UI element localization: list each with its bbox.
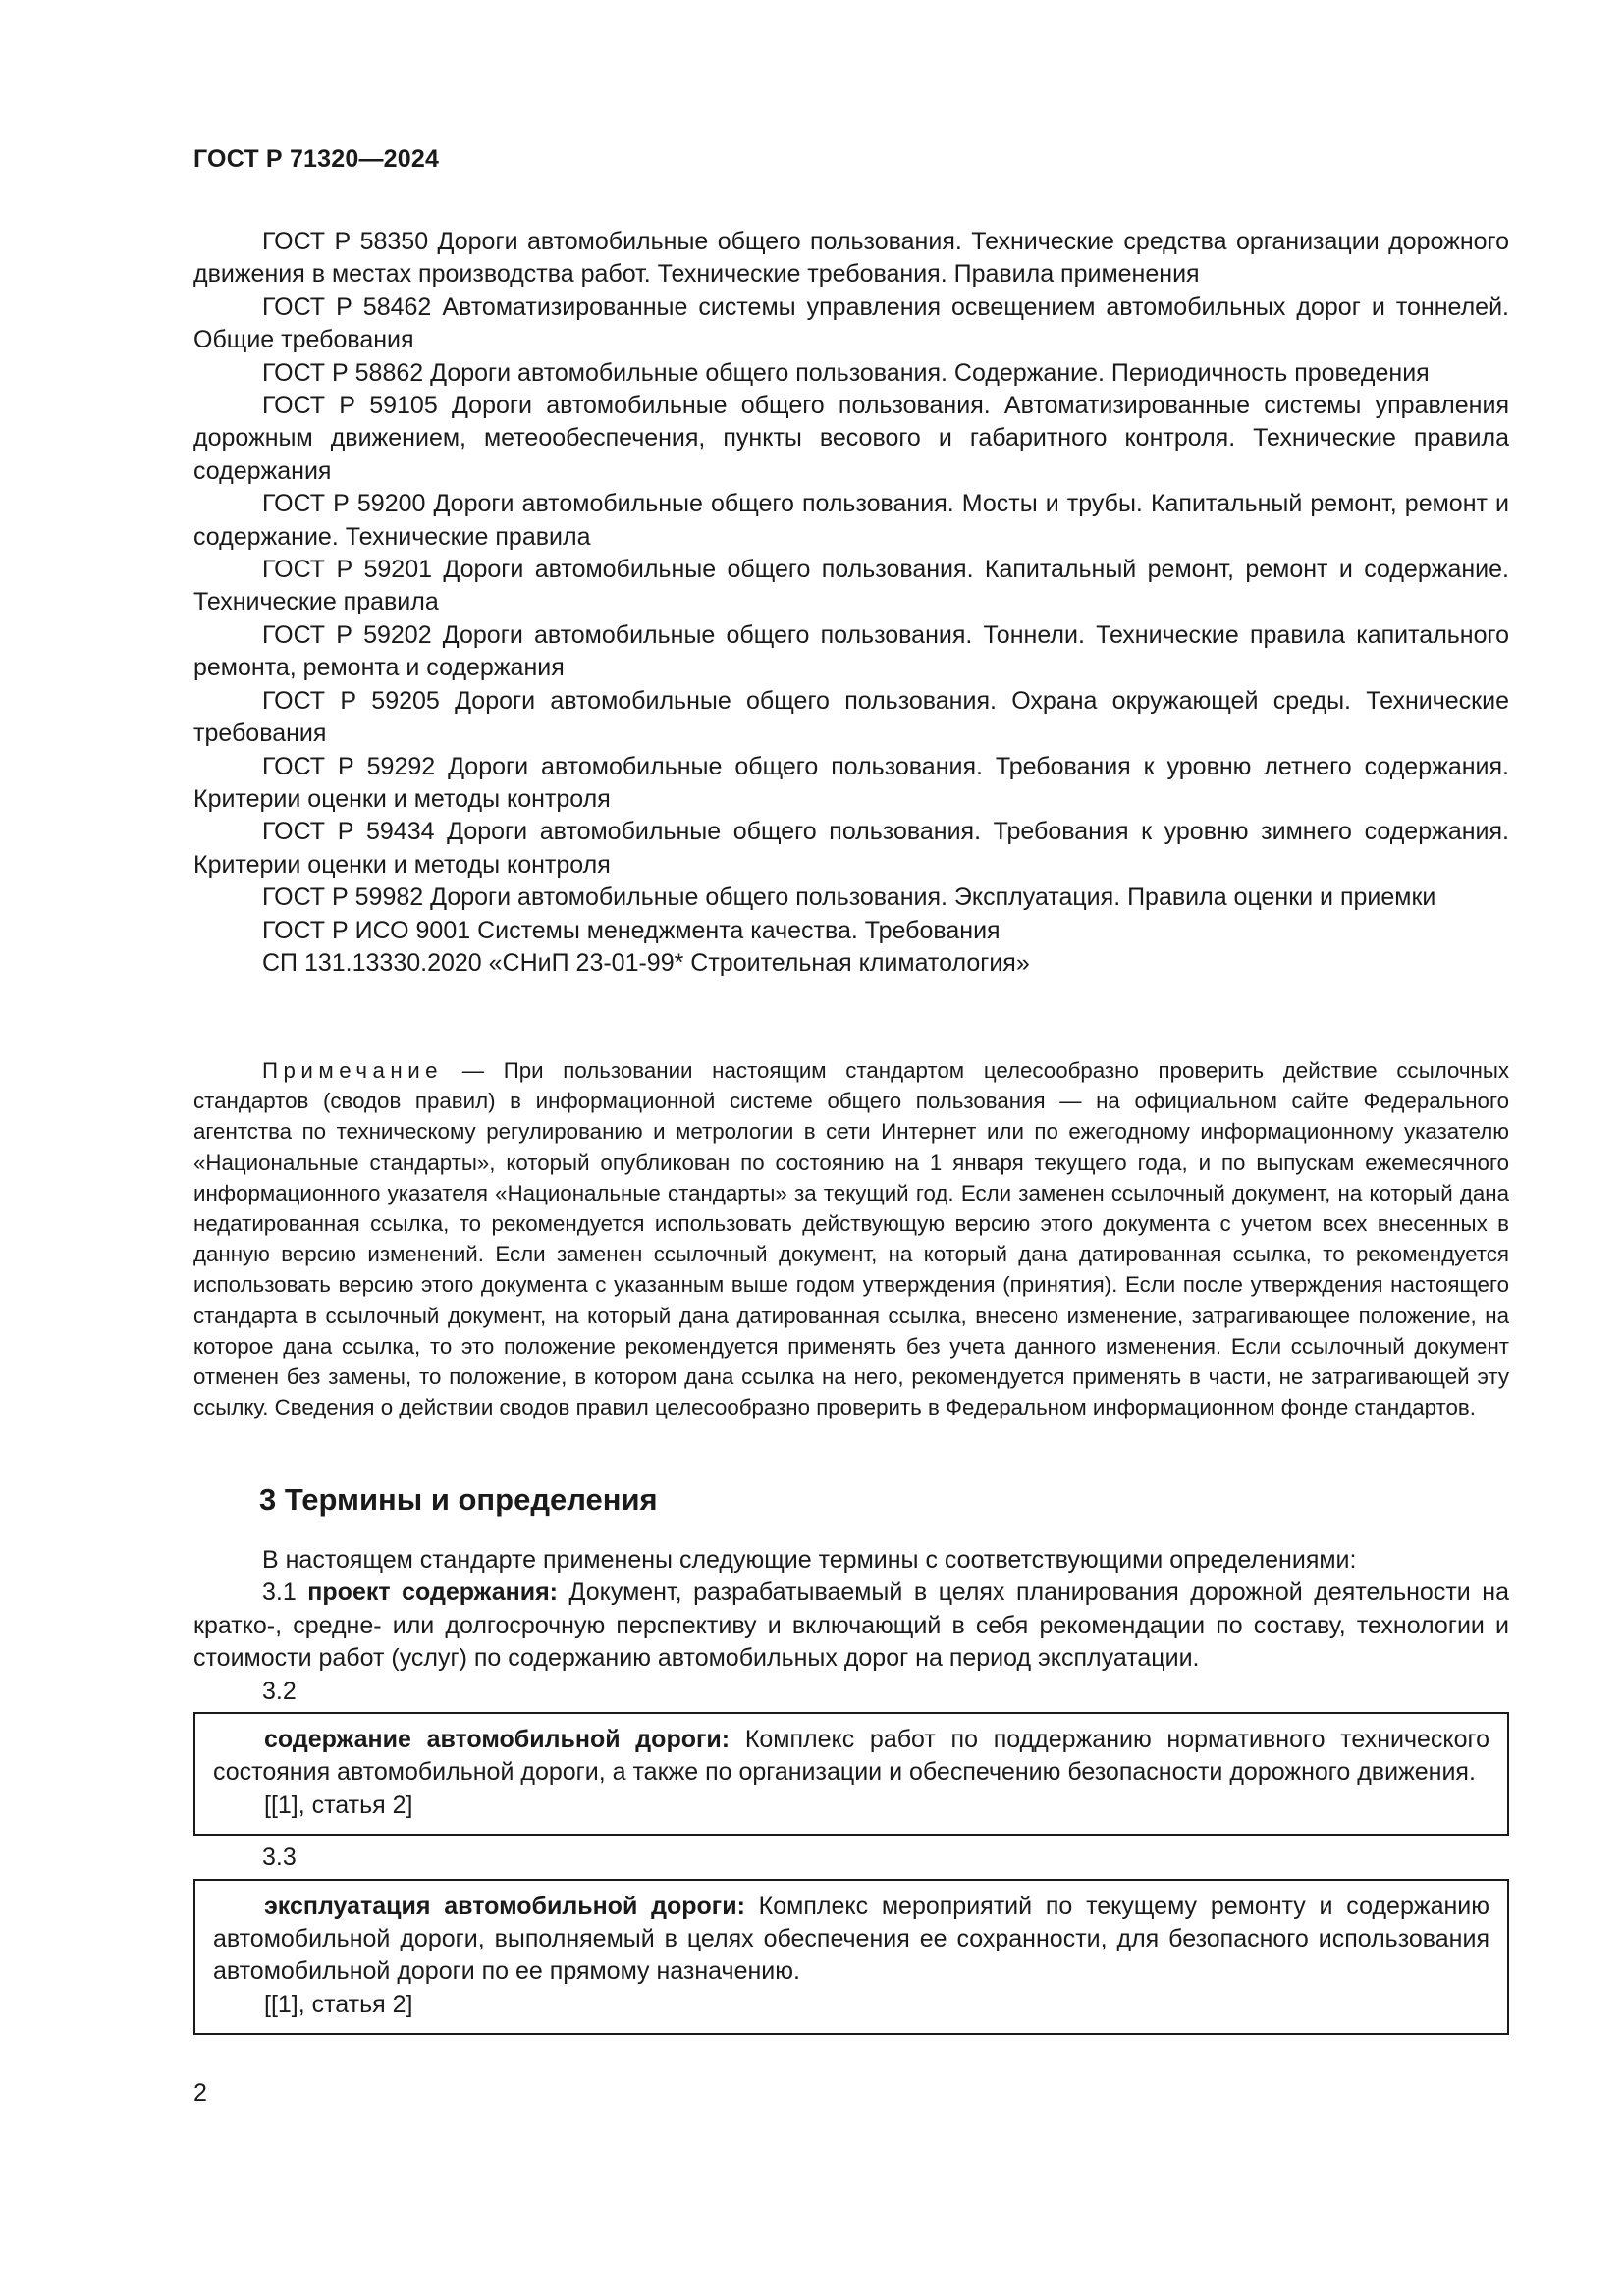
term-name: проект содержания: [307, 1578, 558, 1607]
term-name: содержание автомобильной дороги: [264, 1726, 731, 1754]
page-number: 2 [193, 2079, 207, 2107]
note-label: Примечание [262, 1058, 444, 1083]
term-number: 3.2 [262, 1677, 297, 1705]
term-definition: Документ, разрабатываемый в целях планирования дорожной деятельности на кратко-, средне- или долгосрочную перспективу и включающий в себя рекомендации по составу, технологии и стоимости работ (услуг) по содержанию автомобильных дорог на период эксплуатации. [193, 1578, 1509, 1673]
reference-item: ГОСТ Р 59200 Дороги автомобильные общего пользования. Мосты и трубы. Капитальный ремонт, ремонт и содержание. Технические правила [193, 490, 1509, 551]
reference-item: ГОСТ Р ИСО 9001 Системы менеджмента качества. Требования [262, 916, 1001, 944]
term-definition: Комплекс мероприятий по текущему ремонту и содержанию автомобильной дороги, выполняемый в целях обеспечения ее сохранности, для безопасного использования автомобильной дороги по ее прямому назначению. [213, 1892, 1489, 1986]
reference-item: СП 131.13330.2020 «СНиП 23-01-99* Строительная климатология» [262, 948, 1030, 977]
term-box-3-3 [193, 1879, 1509, 2036]
term-source: [[1], статья 2] [264, 1790, 413, 1819]
reference-item: ГОСТ Р 59982 Дороги автомобильные общего пользования. Эксплуатация. Правила оценки и приемки [262, 883, 1436, 912]
reference-item: ГОСТ Р 59201 Дороги автомобильные общего пользования. Капитальный ремонт, ремонт и содержание. Технические правила [193, 556, 1509, 616]
term-name: эксплуатация автомобильной дороги: [264, 1892, 745, 1920]
term-number: 3.1 [262, 1578, 297, 1607]
note-text: — При пользовании настоящим стандартом целесообразно проверить действие ссылочных стандартов (сводов правил) в информационной системе общего пользования — на официальном сайте Федерального агентства по техническому регулированию и метрологии в сети Интернет или по ежегодному информационному указателю «Национальные стандарты», который опубликован по состоянию на 1 января текущего года, и по выпускам ежемесячного информационного указателя «Национальные стандарты» за текущий год. Если заменен ссылочный документ, на который дана недатированная ссылка, то рекомендуется использовать действующую версию этого документа с учетом всех внесенных в данную версию изменений. Если заменен ссылочный документ, на который дана датированная ссылка, то рекомендуется использовать версию этого документа с указанным выше годом утверждения (принятия). Если после утверждения настоящего стандарта в ссылочный документ, на который дана датированная ссылка, внесено изменение, затрагивающее положение, на которое дана ссылка, то это положение рекомендуется применять без учета данного изменения. Если ссылочный документ отменен без замены, то положение, в котором дана ссылка на него, рекомендуется применять в части, не затрагивающей эту ссылку. Сведения о действии сводов правил целесообразно проверить в Федеральном информационном фонде стандартов. [193, 1058, 1509, 1420]
reference-item: ГОСТ Р 58462 Автоматизированные системы управления освещением автомобильных дорог и тоннелей. Общие требования [193, 293, 1509, 354]
reference-item: ГОСТ Р 59202 Дороги автомобильные общего пользования. Тоннели. Технические правила капитального ремонта, ремонта и содержания [193, 620, 1509, 682]
term-box-3-2 [193, 1712, 1509, 1836]
term-source: [[1], статья 2] [264, 1990, 413, 2018]
document-code-header: ГОСТ Р 71320—2024 [193, 145, 440, 173]
reference-item: ГОСТ Р 58350 Дороги автомобильные общего пользования. Технические средства организации дорожного движения в местах производства работ. Технические требования. Правила применения [193, 228, 1509, 289]
terms-intro: В настоящем стандарте применены следующие термины с соответствующими определениями: [262, 1546, 1357, 1574]
reference-item: ГОСТ Р 59292 Дороги автомобильные общего пользования. Требования к уровню летнего содержания. Критерии оценки и методы контроля [193, 752, 1509, 813]
reference-item: ГОСТ Р 59205 Дороги автомобильные общего пользования. Охрана окружающей среды. Технические требования [193, 686, 1509, 748]
term-3-1 [193, 1576, 1509, 1675]
normative-references-list [193, 226, 1509, 980]
note-paragraph [193, 1055, 1509, 1422]
term-3-2 [213, 1724, 1489, 1789]
term-number: 3.3 [262, 1843, 297, 1872]
term-definition: Комплекс работ по поддержанию нормативного технического состояния автомобильной дороги, а также по организации и обеспечению безопасности дорожного движения. [213, 1726, 1489, 1787]
term-3-3 [213, 1891, 1489, 1989]
reference-item: ГОСТ Р 59434 Дороги автомобильные общего пользования. Требования к уровню зимнего содержания. Критерии оценки и методы контроля [193, 818, 1509, 879]
reference-item: ГОСТ Р 58862 Дороги автомобильные общего пользования. Содержание. Периодичность проведения [262, 358, 1430, 387]
reference-item: ГОСТ Р 59105 Дороги автомобильные общего пользования. Автоматизированные системы управления дорожным движением, метеообеспечения, пункты весового и габаритного контроля. Технические правила содержания [193, 392, 1509, 485]
terms-section [193, 1544, 1509, 2039]
section-title: 3 Термины и определения [259, 1482, 658, 1517]
